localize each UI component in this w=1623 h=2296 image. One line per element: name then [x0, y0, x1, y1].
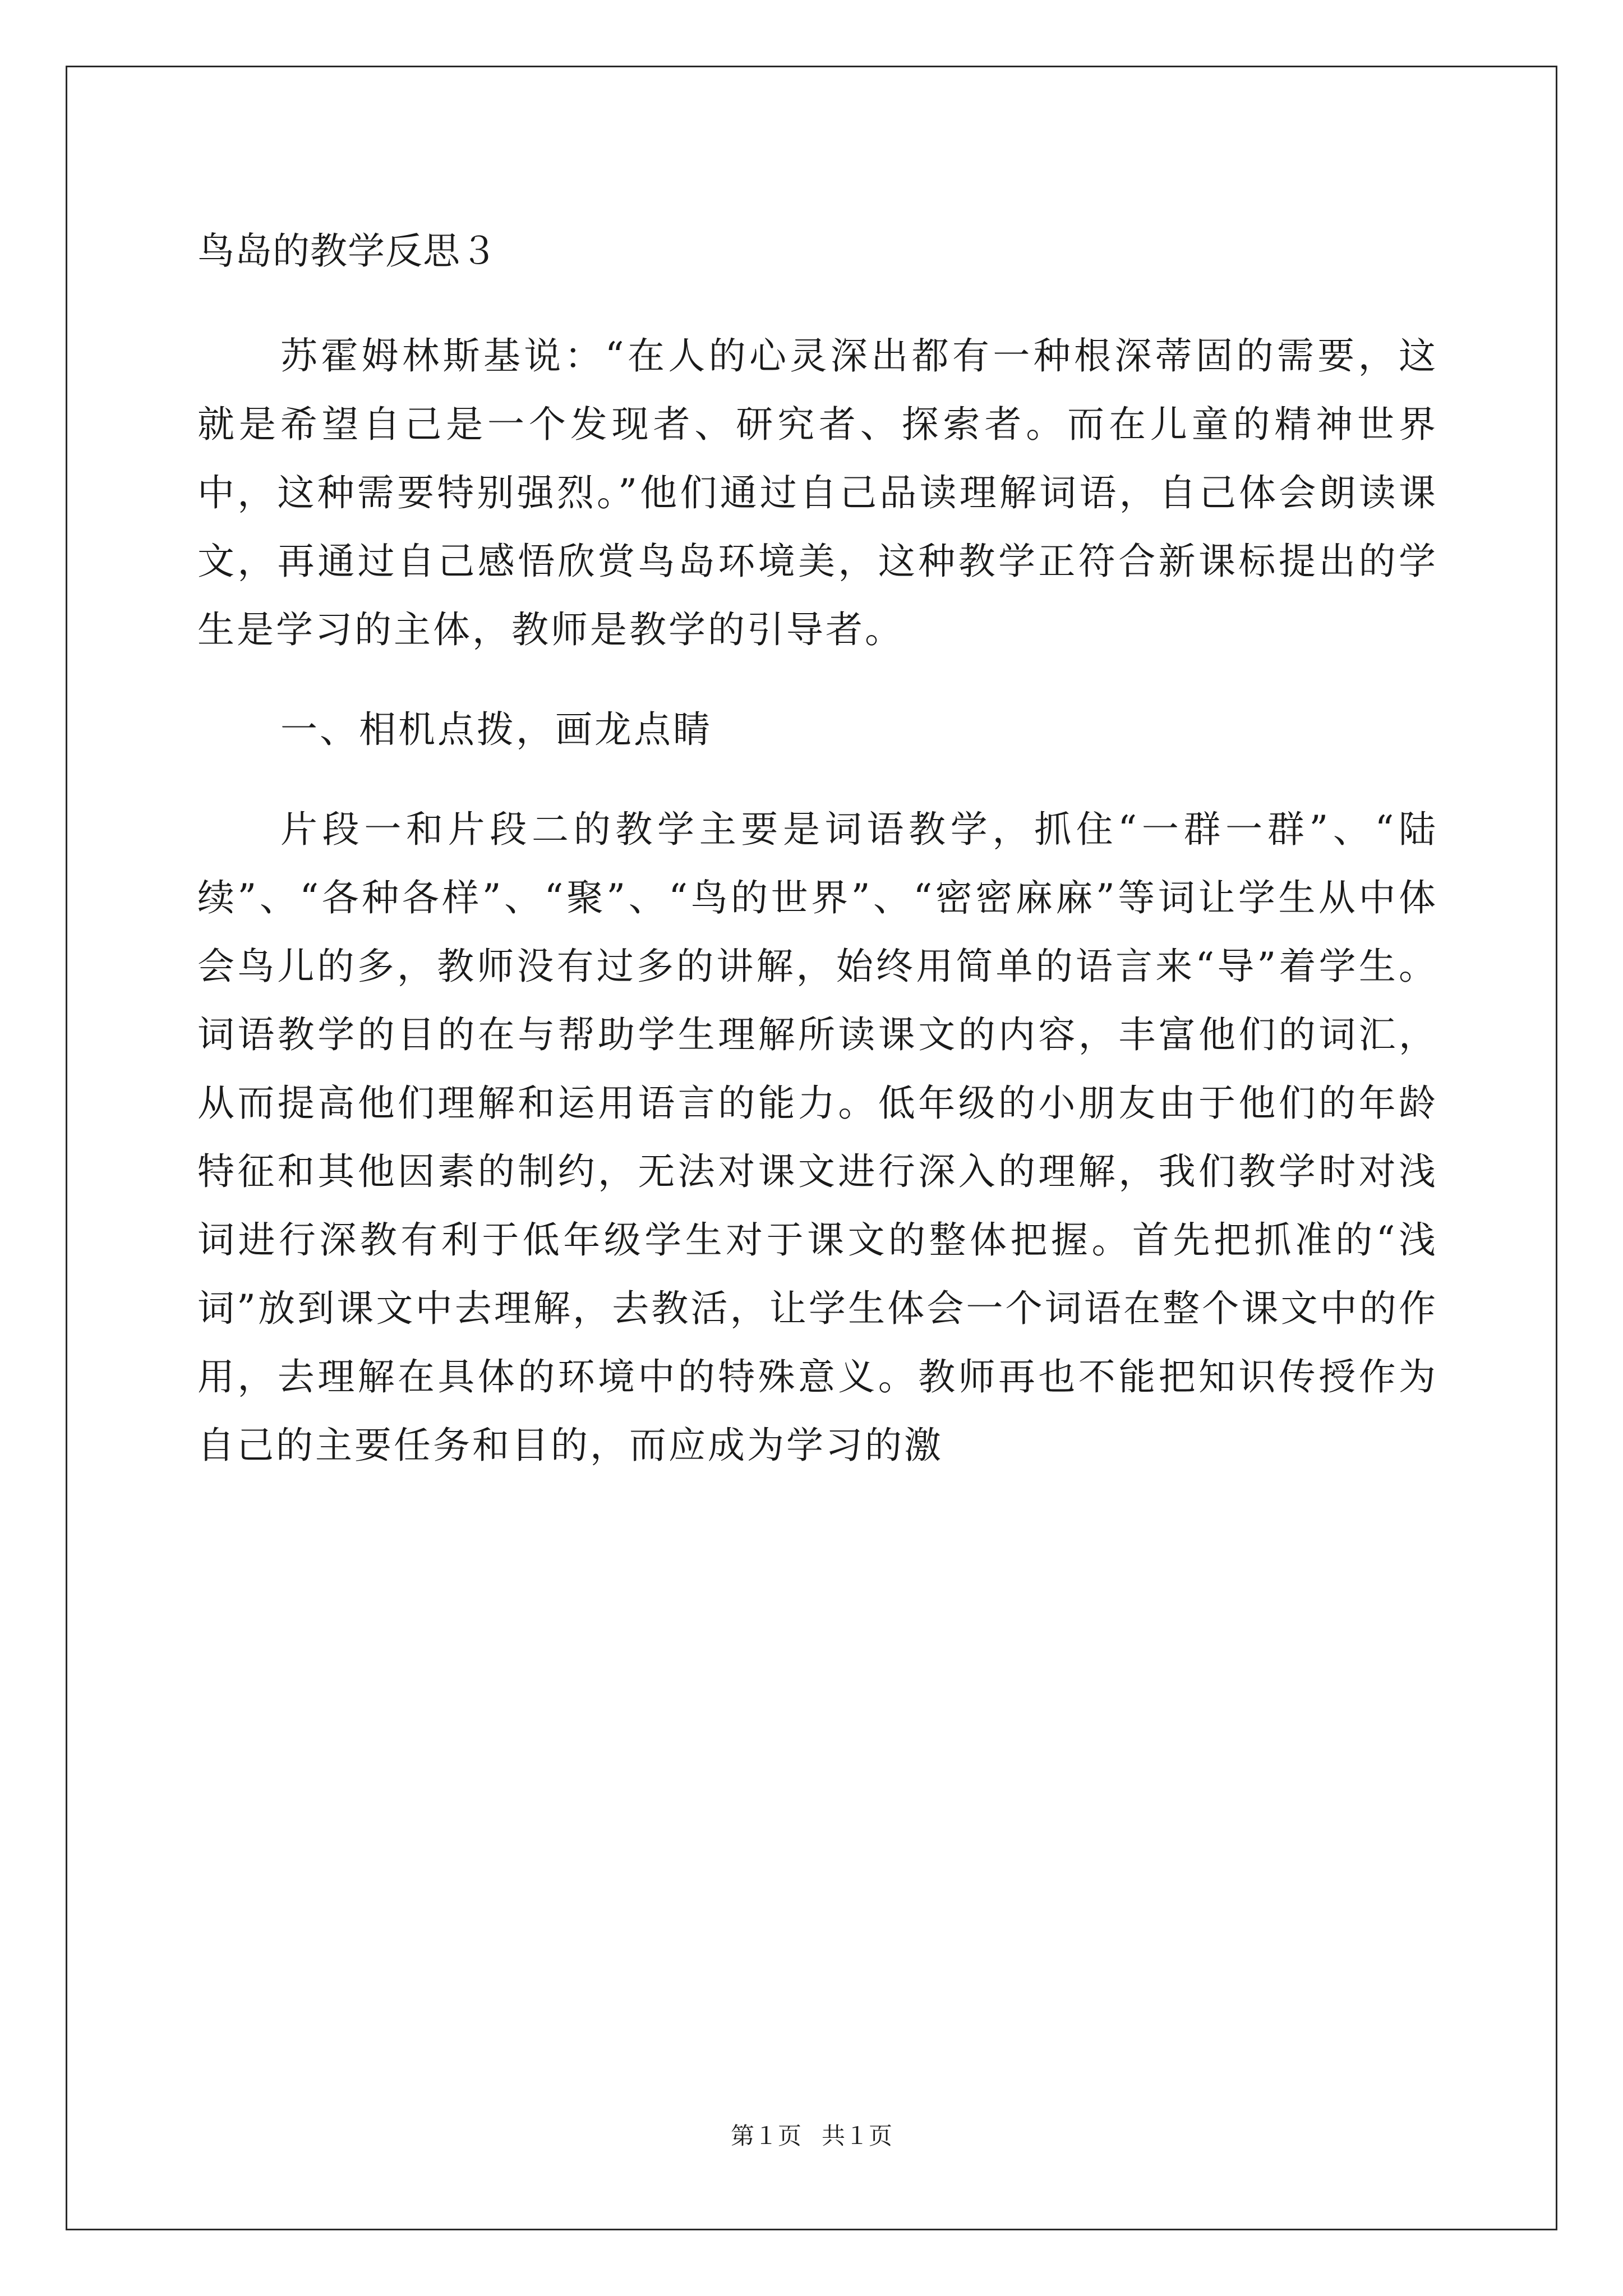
paragraph-body: 片段一和片段二的教学主要是词语教学，抓住“一群一群”、“陆续”、“各种各样”、“聚”、“鸟的世界”、“密密麻麻”等词让学生从中体会鸟儿的多，教师没有过多的讲解，始终用简单的语言来“导”着学生。词语教学的目的在与帮助学生理解所读课文的内容，丰富他们的词汇，从而提高他们理解和运用语言的能力。低年级的小朋友由于他们的年龄特征和其他因素的制约，无法对课文进行深入的理解，我们教学时对浅词进行深教有利于低年级学生对于课文的整体把握。首先把抓准的“浅词”放到课文中去理解，去教活，让学生体会一个词语在整个课文中的作用，去理解在具体的环境中的特殊意义。教师再也不能把知识传授作为自己的主要任务和目的，而应成为学习的激	[197, 808, 1438, 1467]
page-total: 共１页	[822, 2122, 893, 2150]
paragraph-intro: 苏霍姆林斯基说：“在人的心灵深出都有一种根深蒂固的需要，这就是希望自己是一个发现者、研究者、探索者。而在儿童的精神世界中，这种需要特别强烈。”他们通过自己品读理解词语，自己体会朗读课文，再通过自己感悟欣赏鸟岛环境美，这种教学正符合新课标提出的学生是学习的主体，教师是教学的引导者。	[197, 334, 1438, 651]
document-body	[197, 218, 1438, 1480]
page-footer	[0, 2119, 1623, 2153]
document-title: 鸟岛的教学反思３	[197, 229, 498, 273]
section-heading: 一、相机点拨，画龙点睛	[280, 708, 712, 751]
page-number: 第１页	[730, 2122, 801, 2150]
